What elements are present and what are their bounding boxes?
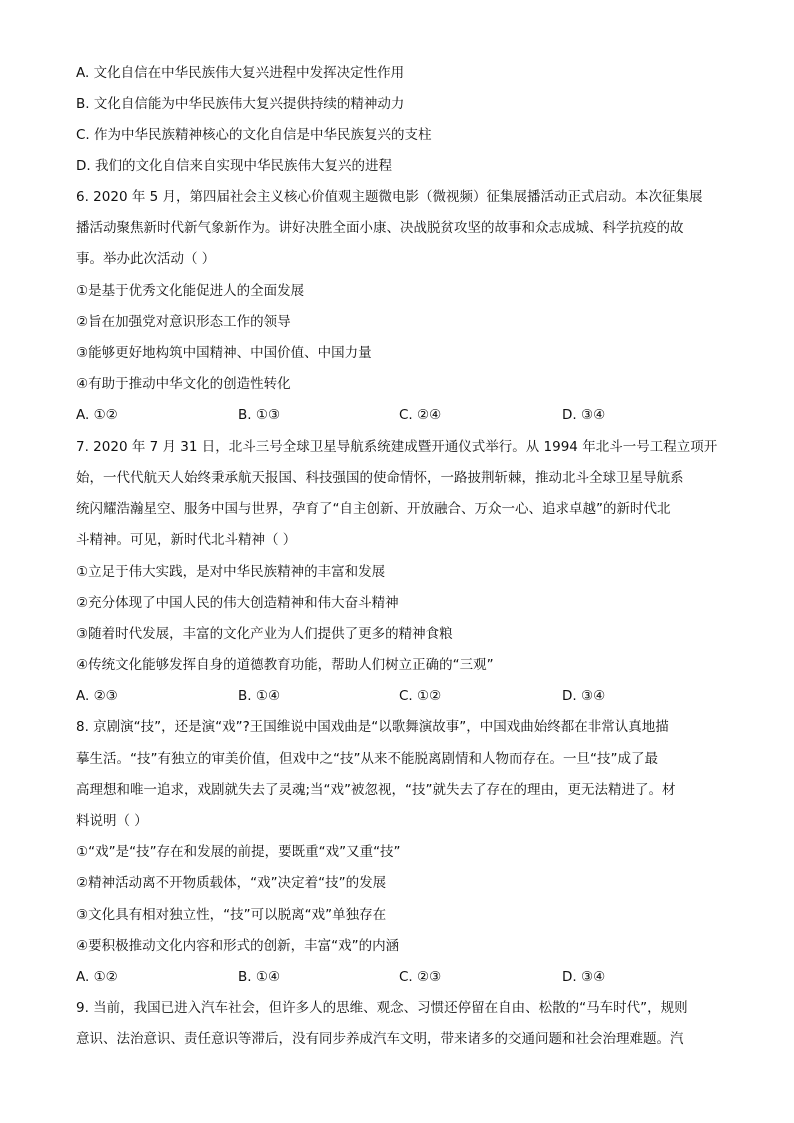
q6-option-d: D. ③④: [562, 407, 606, 423]
q6-option-a: A. ①②: [76, 407, 118, 423]
q7-stem-line: 7. 2020 年 7 月 31 日，北斗三号全球卫星导航系统建成暨开通仪式举行。从 1994 年北斗一号工程立项开: [76, 439, 718, 455]
q7-option-a: A. ②③: [76, 688, 118, 704]
q8-stem-line: 料说明（ ）: [76, 813, 148, 829]
q7-stem-line: 统闪耀浩瀚星空、服务中国与世界，孕育了“自主创新、开放融合、万众一心、追求卓越”的新时代北: [76, 501, 671, 517]
q9-stem-line: 9. 当前，我国已进入汽车社会，但许多人的思维、观念、习惯还停留在自由、松散的“马车时代”，规则: [76, 1000, 688, 1016]
q8-stem-line: 摹生活。“技”有独立的审美价值，但戏中之“技”从来不能脱离剧情和人物而存在。一旦“技”成了最: [76, 751, 658, 767]
q8-statement: ②精神活动离不开物质载体，“戏”决定着“技”的发展: [76, 875, 387, 891]
q7-statement: ①立足于伟大实践，是对中华民族精神的丰富和发展: [76, 564, 386, 580]
q8-option-a: A. ①②: [76, 969, 118, 985]
q7-option-d: D. ③④: [562, 688, 606, 704]
q8-statement: ③文化具有相对独立性，“技”可以脱离“戏”单独存在: [76, 907, 387, 923]
q6-statement: ③能够更好地构筑中国精神、中国价值、中国力量: [76, 345, 372, 361]
q7-option-c: C. ①②: [399, 688, 442, 704]
q5-option-b: B. 文化自信能为中华民族伟大复兴提供持续的精神动力: [76, 96, 405, 112]
q8-stem-line: 高理想和唯一追求，戏剧就失去了灵魂;当“戏”被忽视，“技”就失去了存在的理由，更无法精进了。材: [76, 782, 676, 798]
q6-stem-line: 播活动聚焦新时代新气象新作为。讲好决胜全面小康、决战脱贫攻坚的故事和众志成城、科学抗疫的故: [76, 220, 684, 236]
q6-option-b: B. ①③: [238, 407, 281, 423]
q8-statement: ①“戏”是“技”存在和发展的前提，要既重“戏”又重“技”: [76, 844, 401, 860]
q6-stem-line: 6. 2020 年 5 月，第四届社会主义核心价值观主题微电影（微视频）征集展播活动正式启动。本次征集展: [76, 189, 703, 205]
q7-statement: ③随着时代发展，丰富的文化产业为人们提供了更多的精神食粮: [76, 626, 453, 642]
q6-statement: ①是基于优秀文化能促进人的全面发展: [76, 283, 305, 299]
q8-statement: ④要积极推动文化内容和形式的创新，丰富“戏”的内涵: [76, 938, 400, 954]
q6-statement: ④有助于推动中华文化的创造性转化: [76, 376, 291, 392]
q5-option-a: A. 文化自信在中华民族伟大复兴进程中发挥决定性作用: [76, 65, 405, 81]
q7-stem-line: 始，一代代航天人始终秉承航天报国、科技强国的使命情怀，一路披荆斩棘，推动北斗全球卫星导航系: [76, 470, 684, 486]
q6-stem-line: 事。举办此次活动（ ）: [76, 251, 216, 267]
q8-option-b: B. ①④: [238, 969, 281, 985]
q5-option-c: C. 作为中华民族精神核心的文化自信是中华民族复兴的支柱: [76, 127, 432, 143]
q7-statement: ④传统文化能够发挥自身的道德教育功能，帮助人们树立正确的“三观”: [76, 657, 494, 673]
q5-option-d: D. 我们的文化自信来自实现中华民族伟大复兴的进程: [76, 158, 392, 174]
q7-stem-line: 斗精神。可见，新时代北斗精神（ ）: [76, 532, 297, 548]
q6-statement: ②旨在加强党对意识形态工作的领导: [76, 314, 291, 330]
q8-option-c: C. ②③: [399, 969, 442, 985]
q9-stem-line: 意识、法治意识、责任意识等滞后，没有同步养成汽车文明，带来诸多的交通问题和社会治理难题。汽: [76, 1031, 684, 1047]
q6-option-c: C. ②④: [399, 407, 442, 423]
q8-stem-line: 8. 京剧演“技”，还是演“戏”?王国维说中国戏曲是“以歌舞演故事”，中国戏曲始终都在非常认真地描: [76, 719, 669, 735]
q7-option-b: B. ①④: [238, 688, 281, 704]
q8-option-d: D. ③④: [562, 969, 606, 985]
q7-statement: ②充分体现了中国人民的伟大创造精神和伟大奋斗精神: [76, 595, 399, 611]
